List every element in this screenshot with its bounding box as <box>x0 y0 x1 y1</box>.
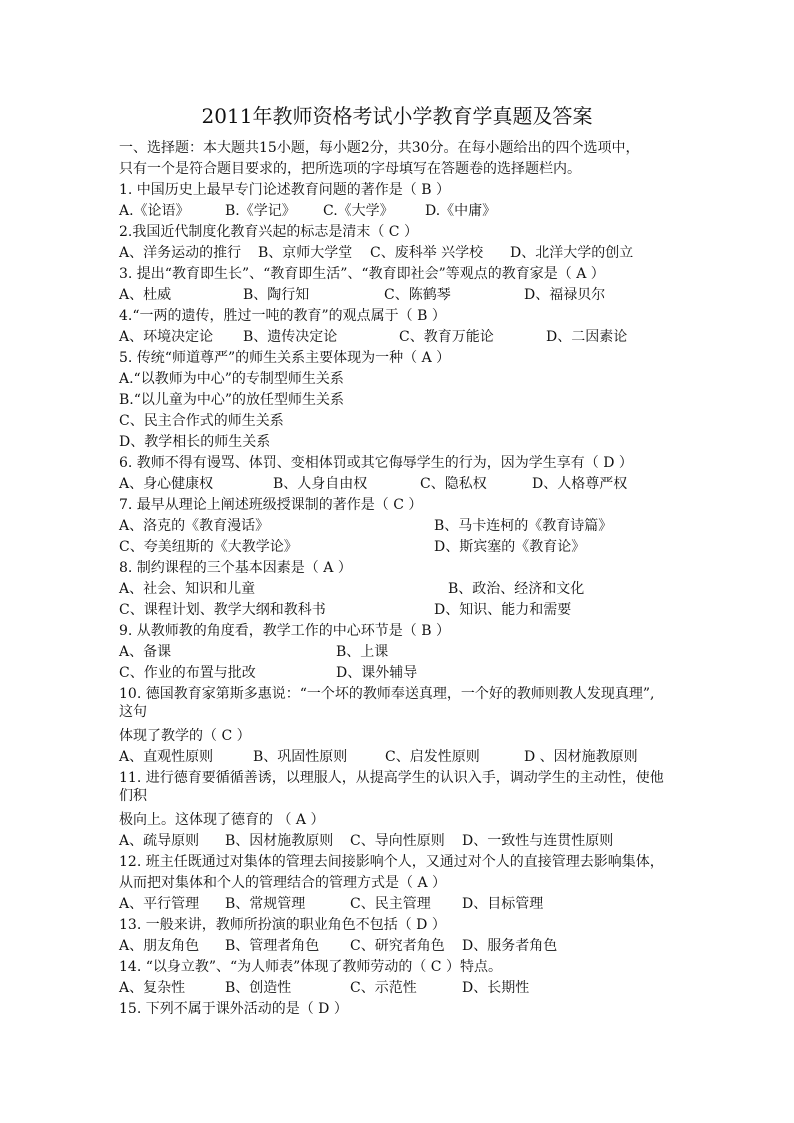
answer-option: C、隐私权 <box>420 476 487 492</box>
question-text: 1. 中国历史上最早专门论述教育问题的著作是（ B ） <box>119 182 450 198</box>
answer-option: B、陶行知 <box>243 287 310 303</box>
answer-option: A、平行管理 <box>119 896 200 912</box>
answer-option: D、知识、能力和需要 <box>434 602 572 618</box>
question-text: 从而把对集体和个人的管理结合的管理方式是（ A ） <box>119 875 447 891</box>
answer-option: A、直观性原则 <box>119 749 214 765</box>
answer-option: D.《中庸》 <box>425 203 497 219</box>
question-text: 5. 传统“师道尊严”的师生关系主要体现为一种（ A ） <box>119 350 451 366</box>
answer-option: A、复杂性 <box>119 980 186 996</box>
answer-option: D、人格尊严权 <box>532 476 628 492</box>
answer-option: C、示范性 <box>350 980 417 996</box>
answer-option: C、教育万能论 <box>399 329 494 345</box>
answer-option: A、杜威 <box>119 287 172 303</box>
answer-option: A.“以教师为中心”的专制型师生关系 <box>119 371 344 387</box>
answer-option: A、身心健康权 <box>119 476 214 492</box>
answer-option: D、课外辅导 <box>336 665 418 681</box>
answer-option: D、长期性 <box>462 980 530 996</box>
question-text: 9. 从教师教的角度看，教学工作的中心环节是（ B ） <box>119 623 450 639</box>
answer-option: A.《论语》 <box>119 203 190 219</box>
answer-option: D、教学相长的师生关系 <box>119 434 271 450</box>
answer-option: B、政治、经济和文化 <box>448 581 585 597</box>
answer-option: A、社会、知识和儿童 <box>119 581 256 597</box>
answer-option: C、启发性原则 <box>385 749 480 765</box>
answer-option: D、服务者角色 <box>462 938 558 954</box>
answer-option: C.《大学》 <box>323 203 394 219</box>
question-text: 7. 最早从理论上阐述班级授课制的著作是（ C ） <box>119 497 423 513</box>
question-text: 们积 <box>119 788 147 804</box>
answer-option: B.《学记》 <box>225 203 296 219</box>
question-text: 15. 下列不属于课外活动的是（ D ） <box>119 1001 348 1017</box>
answer-option: C、作业的布置与批改 <box>119 665 256 681</box>
question-text: 10. 德国教育家第斯多惠说：“一个坏的教师奉送真理，一个好的教师则教人发现真理”, <box>119 686 655 702</box>
question-text: 3. 提出“教育即生长”、“教育即生活”、“教育即社会”等观点的教育家是（ A ） <box>119 266 605 282</box>
answer-option: B、常规管理 <box>225 896 306 912</box>
answer-option: A、洋务运动的推行 <box>119 245 242 261</box>
answer-option: A、朋友角色 <box>119 938 200 954</box>
question-text: 2.我国近代制度化教育兴起的标志是清末（ C ） <box>119 224 418 240</box>
answer-option: A、疏导原则 <box>119 833 200 849</box>
question-text: 11. 进行德育要循循善诱，以理服人，从提高学生的认识入手，调动学生的主动性，使他 <box>119 770 664 786</box>
answer-option: B.“以儿童为中心”的放任型师生关系 <box>119 392 345 408</box>
answer-option: D、二因素论 <box>546 329 628 345</box>
answer-option: C、夸美纽斯的《大教学论》 <box>119 539 298 555</box>
answer-option: B、上课 <box>336 644 389 660</box>
answer-option: B、巩固性原则 <box>253 749 348 765</box>
answer-option: B、京师大学堂 <box>258 245 353 261</box>
answer-option: A、环境决定论 <box>119 329 214 345</box>
answer-option: B、马卡连柯的《教育诗篇》 <box>434 518 613 534</box>
question-text: 体现了教学的（ C ） <box>119 728 251 744</box>
answer-option: D、一致性与连贯性原则 <box>462 833 614 849</box>
question-text: 4.“一两的遗传，胜过一吨的教育”的观点属于（ B ） <box>119 308 446 324</box>
answer-option: C、导向性原则 <box>350 833 445 849</box>
answer-option: A、备课 <box>119 644 172 660</box>
answer-option: C、废科举 兴学校 <box>370 245 484 261</box>
question-text: 14. “以身立教”、“为人师表”体现了教师劳动的（ C ）特点。 <box>119 959 502 975</box>
document-title: 2011年教师资格考试小学教育学真题及答案 <box>201 104 593 128</box>
answer-option: C、课程计划、教学大纲和教科书 <box>119 602 326 618</box>
answer-option: C、民主管理 <box>350 896 431 912</box>
answer-option: D、目标管理 <box>462 896 544 912</box>
intro-line: 只有一个是符合题目要求的，把所选项的字母填写在答题卷的选择题栏内。 <box>119 161 581 177</box>
answer-option: B、遗传决定论 <box>243 329 338 345</box>
question-text: 6. 教师不得有谩骂、体罚、变相体罚或其它侮辱学生的行为，因为学生享有（ D ） <box>119 455 633 471</box>
question-text: 12. 班主任既通过对集体的管理去间接影响个人，又通过对个人的直接管理去影响集体， <box>119 854 664 870</box>
answer-option: B、因材施教原则 <box>225 833 334 849</box>
intro-line: 一、选择题：本大题共15小题，每小题2分，共30分。在每小题给出的四个选项中， <box>119 140 640 156</box>
answer-option: A、洛克的《教育漫话》 <box>119 518 270 534</box>
answer-option: D、北洋大学的创立 <box>510 245 634 261</box>
answer-option: D 、因材施教原则 <box>524 749 638 765</box>
answer-option: B、人身自由权 <box>273 476 368 492</box>
answer-option: D、福禄贝尔 <box>524 287 606 303</box>
answer-option: B、创造性 <box>225 980 292 996</box>
question-text: 极向上。这体现了德育的 （ A ） <box>119 812 325 828</box>
answer-option: B、管理者角色 <box>225 938 320 954</box>
answer-option: D、斯宾塞的《教育论》 <box>434 539 586 555</box>
answer-option: C、民主合作式的师生关系 <box>119 413 284 429</box>
answer-option: C、研究者角色 <box>350 938 445 954</box>
answer-option: C、陈鹤琴 <box>384 287 451 303</box>
question-text: 8. 制约课程的三个基本因素是（ A ） <box>119 560 352 576</box>
question-text: 13. 一般来讲，教师所扮演的职业角色不包括（ D ） <box>119 917 446 933</box>
question-text: 这句 <box>119 704 147 720</box>
